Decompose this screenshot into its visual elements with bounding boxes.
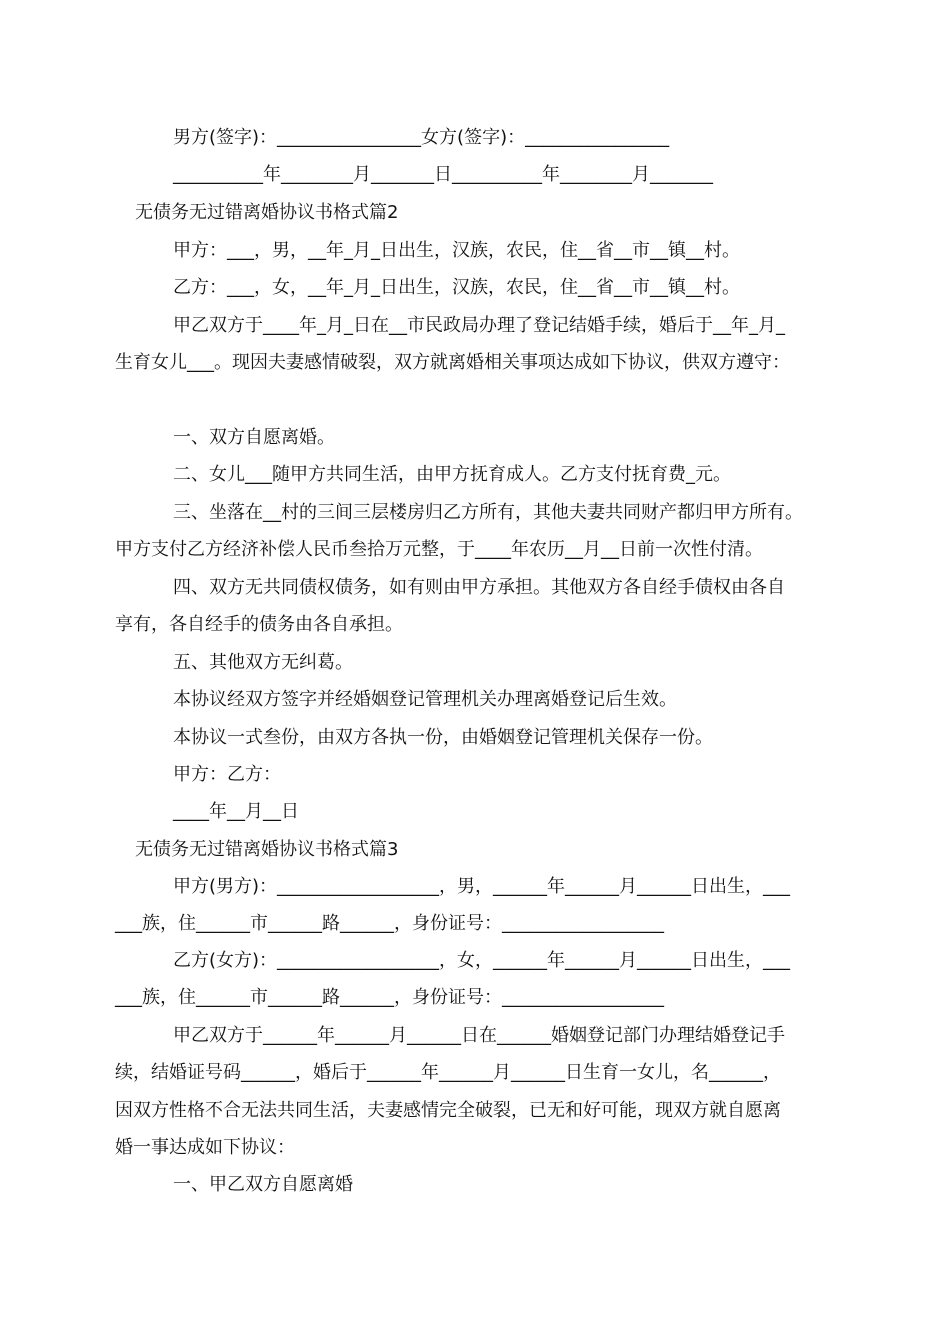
paragraph-line: 续，结婚证号码______，婚后于______年______月______日生育一女儿，名______， bbox=[115, 1062, 781, 1083]
clause-4: 四、双方无共同债权债务，如有则由甲方承担。其他双方各自经手债权由各自 bbox=[173, 577, 785, 598]
paragraph-line: 因双方性格不合无法共同生活，夫妻感情完全破裂，已无和好可能，现双方就自愿离 bbox=[115, 1100, 781, 1121]
paragraph-line: 甲乙双方于______年______月______日在______婚姻登记部门办理结婚登记手 bbox=[173, 1025, 785, 1046]
date-line: __________年________月_______日__________年________月_______ bbox=[173, 164, 713, 185]
signature-line: 男方(签字)：________________女方(签字)：________________ bbox=[173, 127, 670, 148]
copies-statement: 本协议一式叁份，由双方各执一份，由婚姻登记管理机关保存一份。 bbox=[173, 727, 713, 748]
section-heading-3: 无债务无过错离婚协议书格式篇3 bbox=[135, 839, 399, 860]
clause-1: 一、甲乙双方自愿离婚 bbox=[173, 1174, 353, 1195]
clause-3-cont: 甲方支付乙方经济补偿人民币叁拾万元整，于____年农历__月__日前一次性付清。 bbox=[115, 539, 763, 560]
party-b-female-info-cont: ___族，住______市______路______，身份证号：__________________ bbox=[115, 987, 664, 1008]
party-b-female-info: 乙方(女方)：__________________，女，______年______月______日出生，___ bbox=[173, 950, 791, 971]
paragraph-line: 甲乙双方于____年_月_日在__市民政局办理了登记结婚手续，婚后于__年_月_ bbox=[173, 315, 785, 336]
party-b-info: 乙方：___，女，__年_月_日出生，汉族，农民，住__省__市__镇__村。 bbox=[173, 277, 740, 298]
clause-5: 五、其他双方无纠葛。 bbox=[173, 652, 353, 673]
clause-1: 一、双方自愿离婚。 bbox=[173, 427, 335, 448]
clause-4-cont: 享有，各自经手的债务由各自承担。 bbox=[115, 614, 403, 635]
paragraph-line: 婚一事达成如下协议： bbox=[115, 1137, 295, 1158]
party-a-info: 甲方：___，男，__年_月_日出生，汉族，农民，住__省__市__镇__村。 bbox=[173, 240, 740, 261]
signing-date: ____年__月__日 bbox=[173, 801, 299, 822]
clause-3: 三、坐落在__村的三间三层楼房归乙方所有，其他夫妻共同财产都归甲方所有。 bbox=[173, 502, 803, 523]
party-a-male-info-cont: ___族，住______市______路______，身份证号：__________________ bbox=[115, 913, 664, 934]
party-signatures: 甲方：乙方： bbox=[173, 764, 281, 785]
paragraph-line: 生育女儿___。现因夫妻感情破裂，双方就离婚相关事项达成如下协议，供双方遵守： bbox=[115, 352, 790, 373]
effect-statement: 本协议经双方签字并经婚姻登记管理机关办理离婚登记后生效。 bbox=[173, 689, 677, 710]
party-a-male-info: 甲方(男方)：__________________，男，______年______月______日出生，___ bbox=[173, 876, 791, 897]
clause-2: 二、女儿___随甲方共同生活，由甲方抚育成人。乙方支付抚育费_元。 bbox=[173, 464, 731, 485]
section-heading-2: 无债务无过错离婚协议书格式篇2 bbox=[135, 202, 399, 223]
